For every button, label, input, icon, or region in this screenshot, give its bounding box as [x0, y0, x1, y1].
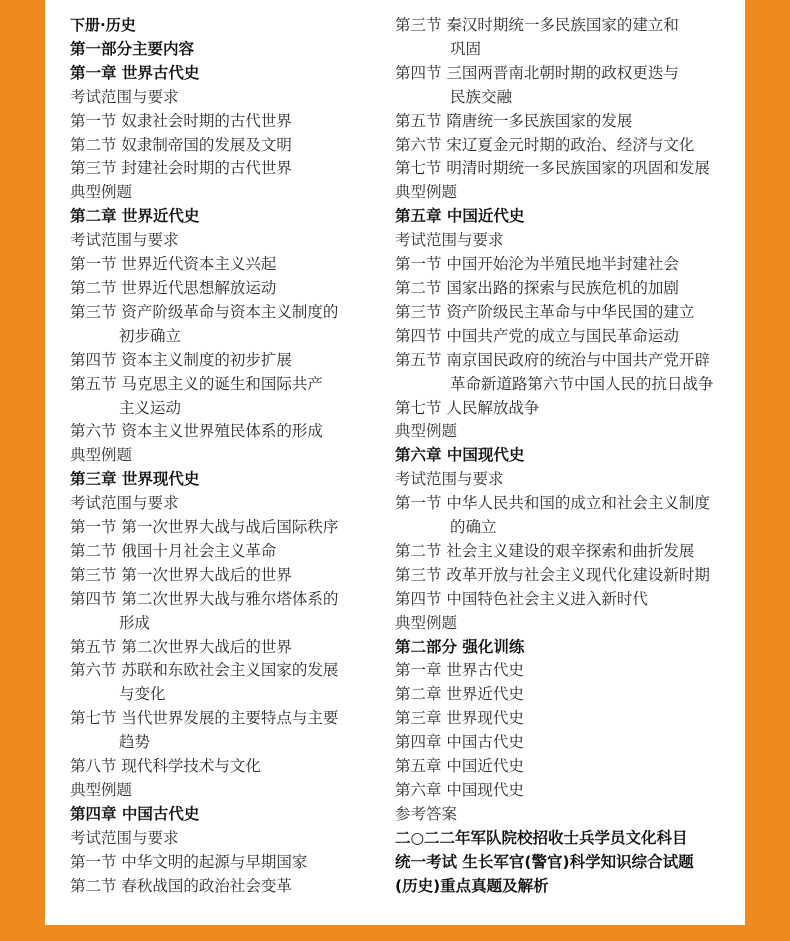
toc-entry: 第二节 社会主义建设的艰辛探索和曲折发展	[395, 541, 695, 560]
toc-entry: 第三节 第一次世界大战后的世界	[70, 565, 292, 584]
toc-page	[45, 0, 745, 925]
toc-entry: 考试范围与要求	[395, 470, 504, 489]
toc-entry: 第一章 世界古代史	[395, 661, 524, 680]
toc-entry: 第四节 中国共产党的成立与国民革命运动	[395, 326, 679, 345]
toc-entry: 统一考试 生长军官(警官)科学知识综合试题	[395, 852, 694, 871]
toc-entry: 与变化	[119, 685, 166, 704]
toc-entry: 第三章 世界现代史	[395, 709, 524, 728]
toc-entry: 第六节 宋辽夏金元时期的政治、经济与文化	[395, 135, 695, 154]
toc-entry: 考试范围与要求	[395, 231, 504, 250]
toc-entry: 第一部分主要内容	[70, 39, 195, 58]
toc-entry: 第三节 资产阶级革命与资本主义制度的	[70, 302, 339, 321]
toc-entry: 第六节 资本主义世界殖民体系的形成	[70, 422, 323, 441]
toc-entry: 第六章 中国现代史	[395, 446, 525, 465]
toc-entry: 第三章 世界现代史	[70, 470, 200, 489]
toc-entry: 第一节 世界近代资本主义兴起	[70, 255, 277, 274]
toc-entry: 第三节 封建社会时期的古代世界	[70, 159, 292, 178]
toc-entry: 第二章 世界近代史	[70, 207, 200, 226]
toc-entry: 典型例题	[395, 183, 458, 202]
toc-entry: 考试范围与要求	[70, 231, 179, 250]
toc-entry: 趋势	[119, 733, 151, 752]
toc-entry: 典型例题	[70, 446, 133, 465]
toc-entry: 第七节 明清时期统一多民族国家的巩固和发展	[395, 159, 710, 178]
toc-entry: 第一节 第一次世界大战与战后国际秩序	[70, 518, 339, 537]
toc-entry: 第五节 隋唐统一多民族国家的发展	[395, 111, 633, 130]
toc-entry: 第一节 奴隶社会时期的古代世界	[70, 111, 292, 130]
toc-entry: 第二节 春秋战国的政治社会变革	[70, 876, 292, 895]
toc-entry: 第二章 世界近代史	[395, 685, 524, 704]
toc-entry: 第四章 中国古代史	[395, 733, 524, 752]
toc-entry: 典型例题	[70, 781, 133, 799]
toc-entry: 第八节 现代科学技术与文化	[70, 757, 261, 776]
toc-entry: 第四节 中国特色社会主义进入新时代	[395, 589, 648, 608]
toc-entry: 第六章 中国现代史	[395, 781, 524, 799]
toc-entry: 典型例题	[395, 422, 458, 441]
toc-entry: 第二节 奴隶制帝国的发展及文明	[70, 135, 292, 154]
toc-entry: 革命新道路第六节中国人民的抗日战争	[450, 374, 714, 393]
toc-entry: 第四节 资本主义制度的初步扩展	[70, 350, 292, 369]
toc-entry: 第二节 俄国十月社会主义革命	[70, 541, 277, 560]
toc-entry: 第一节 中华文明的起源与早期国家	[70, 852, 308, 871]
toc-entry: 第一节 中国开始沦为半殖民地半封建社会	[395, 255, 679, 274]
toc-entry: 的确立	[450, 518, 497, 537]
toc-entry: 民族交融	[450, 87, 513, 106]
toc-entry: 参考答案	[395, 804, 458, 823]
toc-entry: 第七节 人民解放战争	[395, 398, 540, 417]
toc-entry: 第五节 南京国民政府的统治与中国共产党开辟	[395, 350, 710, 369]
toc-entry: 巩固	[450, 39, 482, 58]
toc-entry: 典型例题	[70, 183, 133, 202]
toc-entry: 典型例题	[395, 613, 458, 632]
toc-entry: 考试范围与要求	[70, 494, 179, 513]
toc-entry: 第二部分 强化训练	[395, 637, 525, 656]
toc-entry: 二○二二年军队院校招收士兵学员文化科目	[395, 828, 688, 847]
toc-entry: 第二节 国家出路的探索与民族危机的加剧	[395, 278, 679, 297]
toc-entry: 下册·历史	[70, 16, 136, 34]
toc-entry: 第二节 世界近代思想解放运动	[70, 278, 277, 297]
toc-entry: 形成	[119, 613, 151, 632]
toc-left-column	[70, 14, 375, 899]
toc-entry: 考试范围与要求	[70, 87, 179, 106]
toc-entry: 第三节 资产阶级民主革命与中华民国的建立	[395, 302, 695, 321]
toc-entry: 第四章 中国古代史	[70, 804, 200, 823]
toc-entry: 考试范围与要求	[70, 828, 179, 847]
toc-entry: 第五节 第二次世界大战后的世界	[70, 637, 292, 656]
toc-right-column	[395, 14, 745, 899]
toc-entry: 第七节 当代世界发展的主要特点与主要	[70, 709, 339, 728]
toc-entry: 第一节 中华人民共和国的成立和社会主义制度	[395, 494, 710, 513]
toc-entry: 第五节 马克思主义的诞生和国际共产	[70, 374, 323, 393]
toc-entry: 第五章 中国近代史	[395, 207, 525, 226]
toc-entry: 第一章 世界古代史	[70, 63, 200, 82]
toc-entry: 第四节 第二次世界大战与雅尔塔体系的	[70, 589, 339, 608]
toc-entry: 第六节 苏联和东欧社会主义国家的发展	[70, 661, 339, 680]
toc-entry: 第四节 三国两晋南北朝时期的政权更迭与	[395, 63, 679, 82]
toc-entry: 第五章 中国近代史	[395, 757, 524, 776]
toc-entry: 初步确立	[119, 326, 182, 345]
toc-entry: (历史)重点真题及解析	[395, 876, 549, 895]
toc-entry: 主义运动	[119, 398, 182, 417]
toc-entry: 第三节 改革开放与社会主义现代化建设新时期	[395, 565, 710, 584]
toc-entry: 第三节 秦汉时期统一多民族国家的建立和	[395, 16, 679, 34]
